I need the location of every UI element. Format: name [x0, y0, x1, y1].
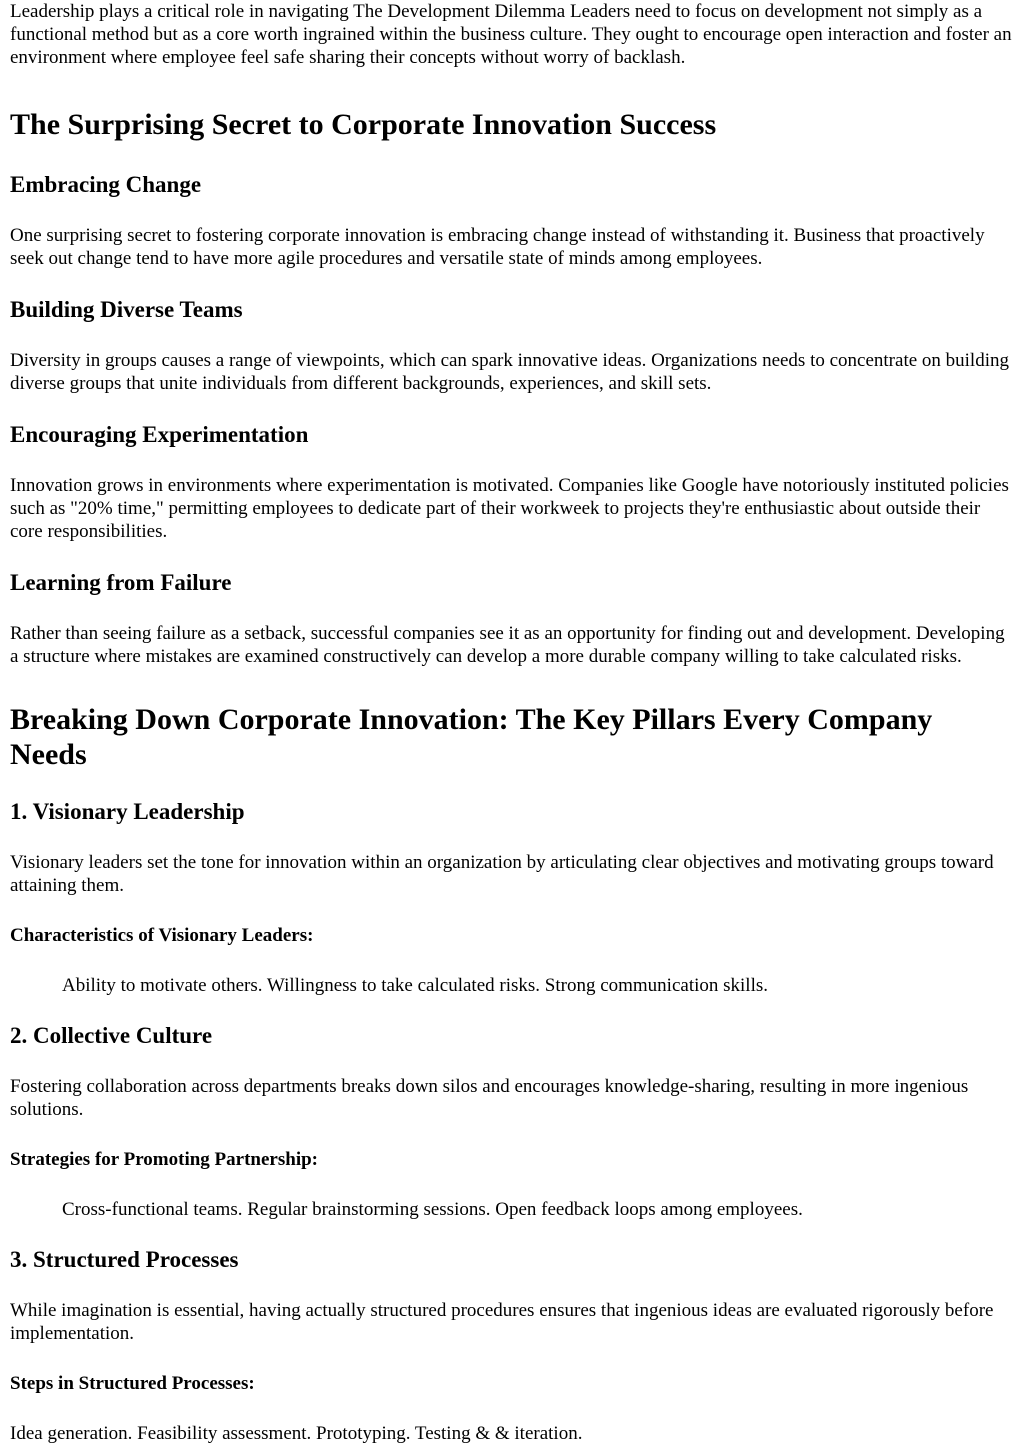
- pillar-heading: 1. Visionary Leadership: [10, 799, 245, 824]
- subsection-heading: Embracing Change: [10, 172, 202, 197]
- pillar-subheading: Characteristics of Visionary Leaders:: [10, 925, 314, 946]
- section-title: The Surprising Secret to Corporate Innovation Success: [10, 108, 717, 141]
- pillar-heading: 3. Structured Processes: [10, 1247, 239, 1272]
- pillar-list: Ability to motivate others. Willingness to take calculated risks. Strong communication skills.: [62, 975, 769, 996]
- pillar-text: Visionary leaders set the tone for innovation within an organization by articulating clear objectives and motivating groups toward attaining them.: [10, 852, 994, 896]
- section-title: Breaking Down Corporate Innovation: The Key Pillars Every Company Needs: [10, 703, 933, 771]
- pillar-subheading: Strategies for Promoting Partnership:: [10, 1149, 318, 1170]
- pillar-list: Idea generation. Feasibility assessment. Prototyping. Testing & & iteration.: [10, 1423, 583, 1444]
- intro-paragraph: Leadership plays a critical role in navigating The Development Dilemma Leaders need to focus on development not simply as a functional method but as a core worth ingrained within the business culture. They ought to encourage open interaction and foster an environment where employee feel safe sharing their concepts without worry of backlash.: [10, 1, 1012, 68]
- subsection-heading: Encouraging Experimentation: [10, 422, 309, 447]
- pillar-text: While imagination is essential, having actually structured procedures ensures that ingenious ideas are evaluated rigorously before implementation.: [10, 1300, 994, 1344]
- subsection-text: One surprising secret to fostering corporate innovation is embracing change instead of withstanding it. Business that proactively seek out change tend to have more agile procedures and versatile state of minds among employees.: [10, 225, 985, 269]
- pillar-subheading: Steps in Structured Processes:: [10, 1373, 255, 1394]
- subsection-text: Rather than seeing failure as a setback, successful companies see it as an opportunity for finding out and development. Developing a structure where mistakes are examined constructively can develop a more durable company willing to take calculated risks.: [10, 623, 1005, 667]
- subsection-text: Innovation grows in environments where experimentation is motivated. Companies like Google have notoriously instituted policies such as "20% time," permitting employees to dedicate part of their workweek to projects they're enthusiastic about outside their core responsibilities.: [10, 475, 1009, 542]
- pillar-heading: 2. Collective Culture: [10, 1023, 213, 1048]
- subsection-heading: Learning from Failure: [10, 570, 232, 595]
- pillar-text: Fostering collaboration across departments breaks down silos and encourages knowledge-sharing, resulting in more ingenious solutions.: [10, 1076, 969, 1120]
- subsection-text: Diversity in groups causes a range of viewpoints, which can spark innovative ideas. Organizations needs to concentrate on building diverse groups that unite individuals from different backgrounds, experiences, and skill sets.: [10, 350, 1009, 394]
- pillar-list: Cross-functional teams. Regular brainstorming sessions. Open feedback loops among employees.: [62, 1199, 803, 1220]
- subsection-heading: Building Diverse Teams: [10, 297, 243, 322]
